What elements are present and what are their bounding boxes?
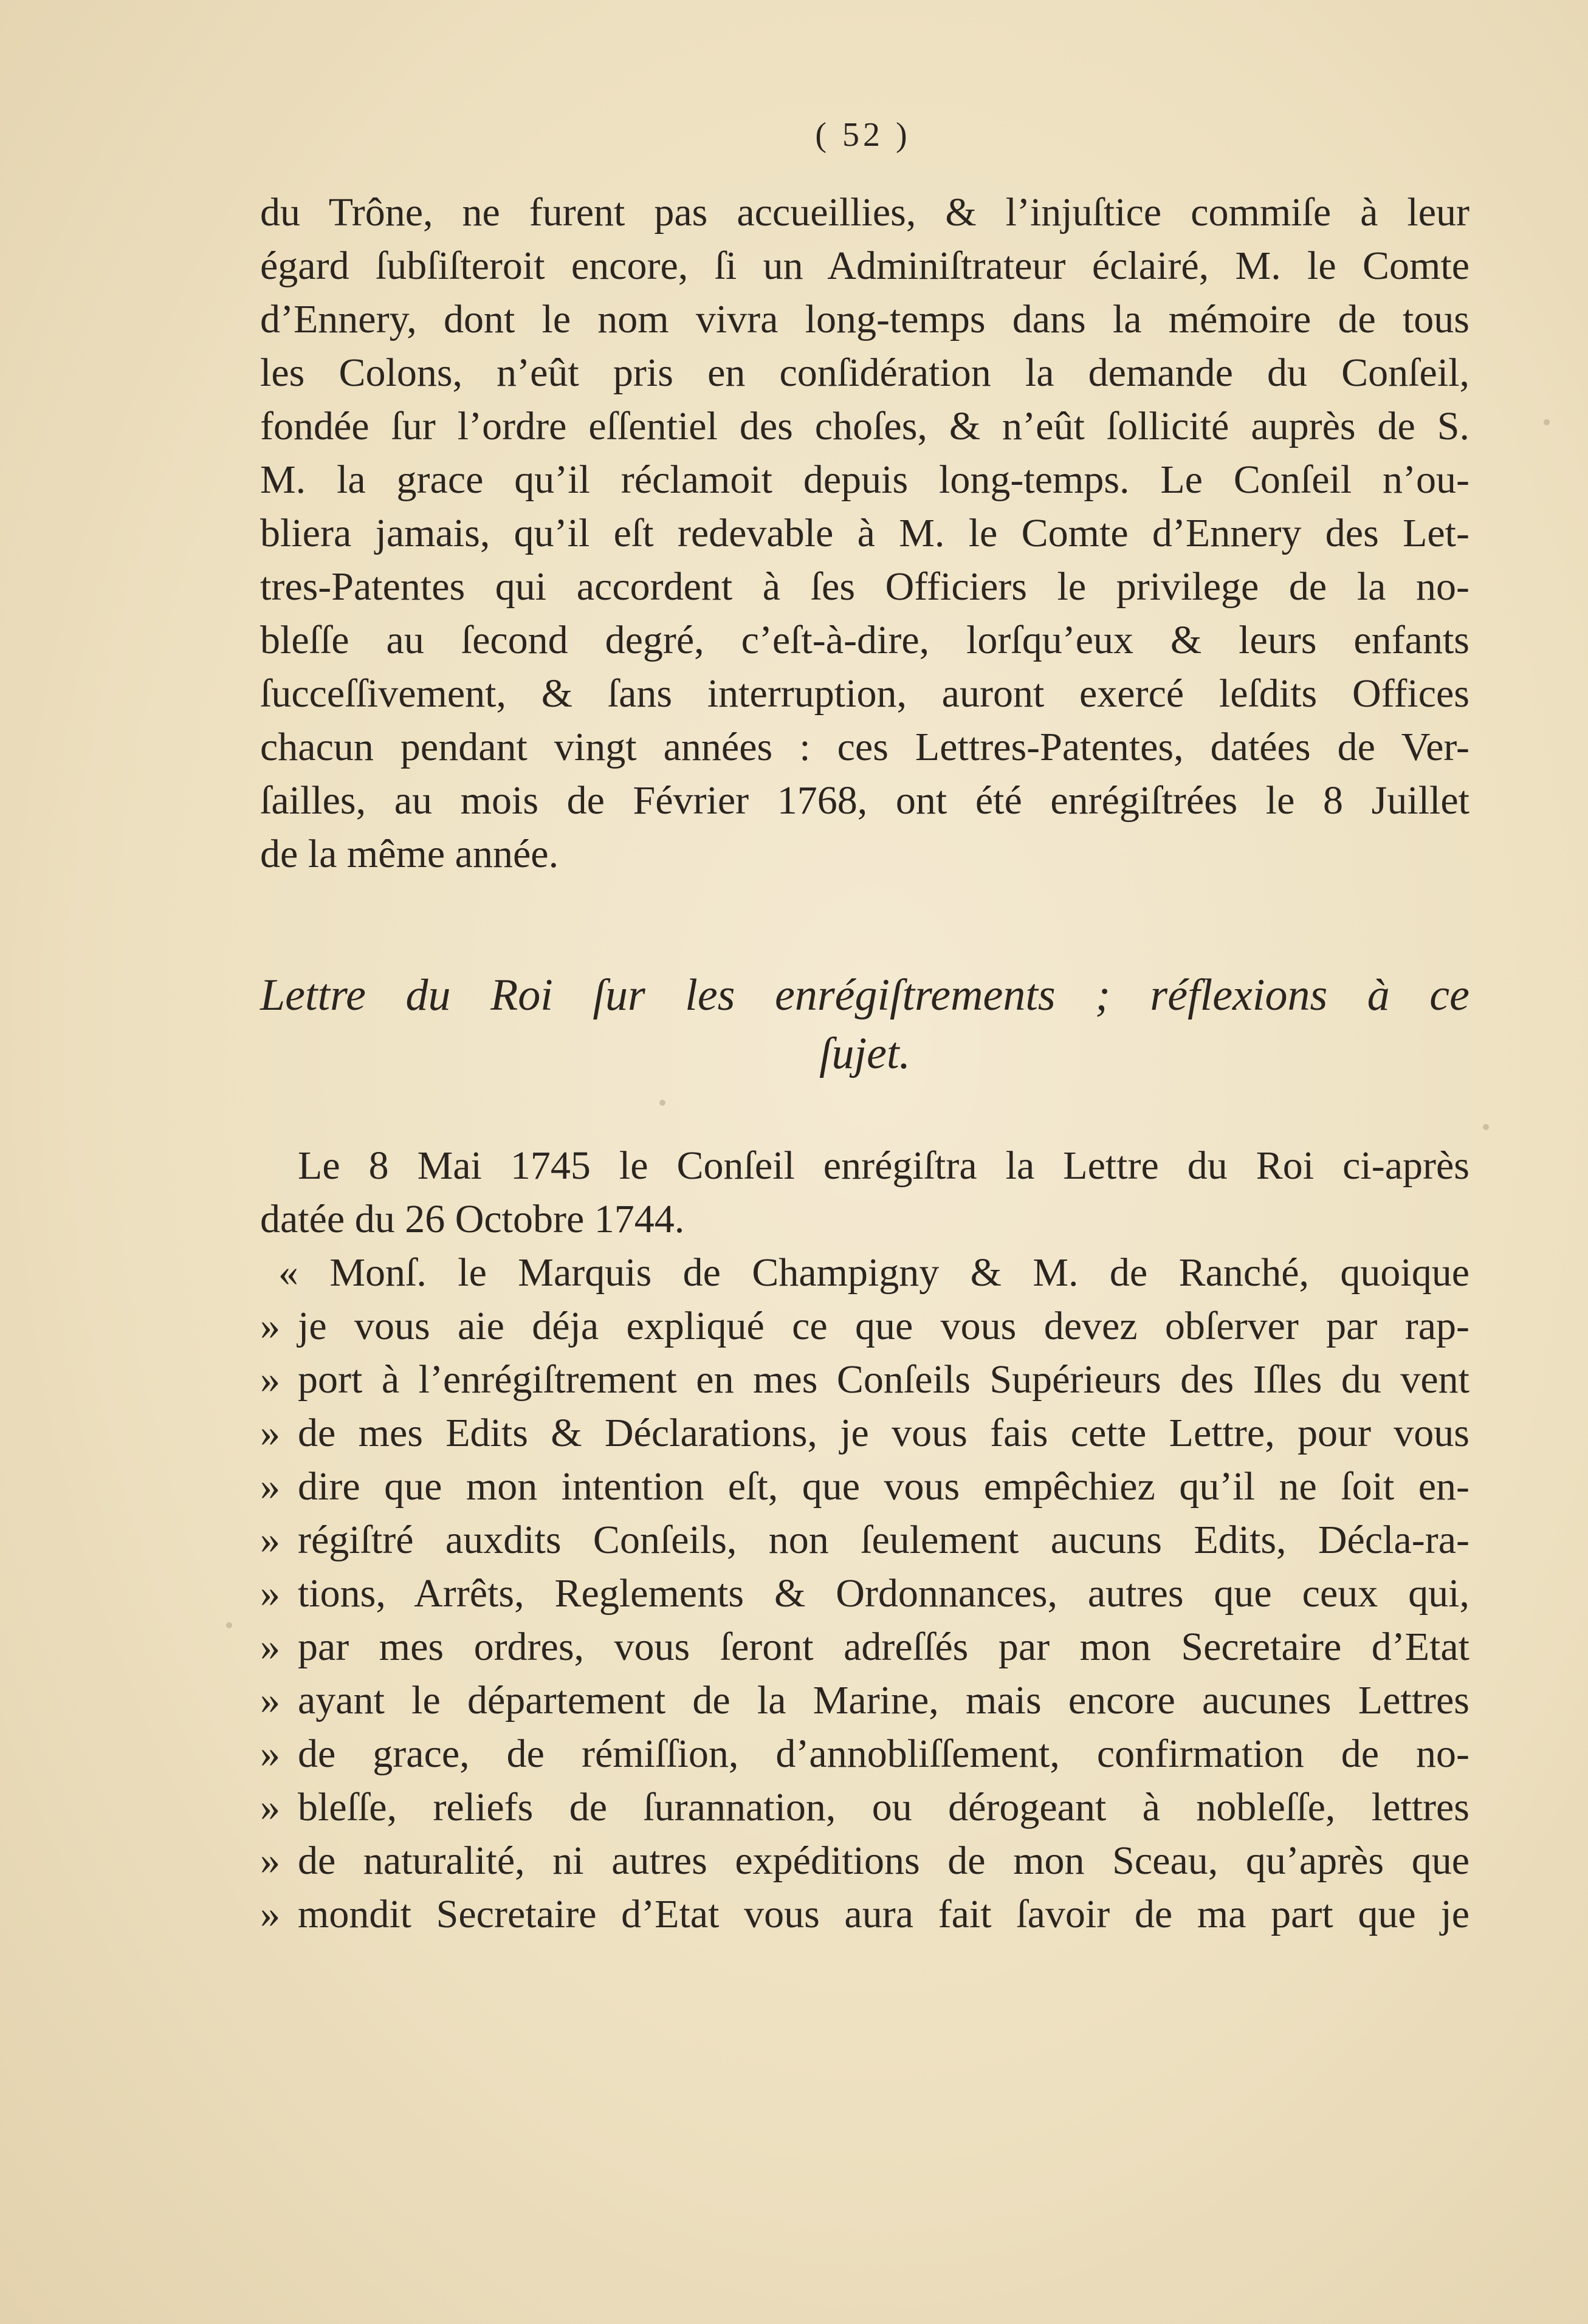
quote-mark: » <box>260 1678 280 1722</box>
paper-speck <box>1483 1124 1489 1130</box>
quote-text: de mes Edits & Déclarations, je vous fais cette Lettre, pour vous <box>298 1411 1469 1455</box>
text-line: bleſſe au ſecond degré, c’eſt-à-dire, lorſqu’eux & leurs enfants <box>260 618 1469 662</box>
quote-text: tions, Arrêts, Reglements & Ordonnances, autres que ceux qui, <box>298 1571 1469 1616</box>
text-line: égard ſubſiſteroit encore, ſi un Adminiſtrateur éclairé, M. le Comte <box>260 244 1469 288</box>
paper-speck <box>659 1100 665 1106</box>
quote-line <box>260 1460 1469 1513</box>
text-line: de la même année. <box>260 832 559 876</box>
quote-mark: » <box>260 1732 280 1776</box>
quote-line <box>260 1834 1469 1888</box>
quote-line <box>260 1353 1469 1407</box>
text-line: chacun pendant vingt années : ces Lettres-Patentes, datées de Ver- <box>260 725 1469 769</box>
quote-mark: » <box>260 1571 280 1616</box>
text-line: ſailles, au mois de Février 1768, ont été enrégiſtrées le 8 Juillet <box>260 778 1469 823</box>
paper-speck <box>1544 419 1550 425</box>
quote-mark: » <box>260 1464 280 1509</box>
quote-line <box>260 1674 1469 1727</box>
heading-line-1: Lettre du Roi ſur les enrégiſtrements ; réflexions à ce <box>260 970 1469 1020</box>
paper-speck <box>226 1622 232 1628</box>
quote-line <box>260 1300 1469 1353</box>
quote-mark: » <box>260 1839 280 1883</box>
heading-line-2: ſujet. <box>819 1029 911 1078</box>
text-line: ſucceſſivement, & ſans interruption, auront exercé leſdits Offices <box>260 671 1469 716</box>
text-line: bliera jamais, qu’il eſt redevable à M. le Comte d’Ennery des Let- <box>260 511 1469 555</box>
text-line: tres-Patentes qui accordent à ſes Officiers le privilege de la no- <box>260 564 1469 609</box>
quote-line <box>260 1727 1469 1781</box>
quote-text: je vous aie déja expliqué ce que vous devez obſerver par rap- <box>298 1304 1469 1348</box>
text-line: du Trône, ne furent pas accueillies, & l’injuſtice commiſe à leur <box>260 190 1469 235</box>
text-line: M. la grace qu’il réclamoit depuis long-temps. Le Conſeil n’ou- <box>260 458 1469 502</box>
section-heading <box>260 966 1469 1083</box>
quote-mark: » <box>260 1304 280 1348</box>
quote-mark: » <box>260 1411 280 1455</box>
quote-text: bleſſe, reliefs de ſurannation, ou dérogeant à nobleſſe, lettres <box>298 1785 1469 1829</box>
quote-text: de grace, de rémiſſion, d’annobliſſement, confirmation de no- <box>298 1732 1469 1776</box>
quote-mark: » <box>260 1785 280 1829</box>
quote-text: mondit Secretaire d’Etat vous aura fait ſavoir de ma part que je <box>298 1892 1469 1936</box>
quote-line <box>260 1620 1469 1674</box>
quote-mark: » <box>260 1518 280 1562</box>
quote-text: régiſtré auxdits Conſeils, non ſeulement aucuns Edits, Décla-ra- <box>298 1518 1469 1562</box>
quote-mark: » <box>260 1625 280 1669</box>
quote-line <box>260 1888 1469 1941</box>
quote-line <box>260 1781 1469 1834</box>
quote-text: port à l’enrégiſtrement en mes Conſeils Supérieurs des Iſles du vent <box>298 1357 1469 1402</box>
text-line: les Colons, n’eût pris en conſidération la demande du Conſeil, <box>260 351 1469 395</box>
quote-text: dire que mon intention eſt, que vous empêchiez qu’il ne ſoit en- <box>298 1464 1469 1509</box>
quote-mark: » <box>260 1892 280 1936</box>
text-line: Le 8 Mai 1745 le Conſeil enrégiſtra la Lettre du Roi ci-après <box>298 1143 1469 1188</box>
quote-text: de naturalité, ni autres expéditions de mon Sceau, qu’après que <box>298 1839 1469 1883</box>
quote-mark: » <box>260 1357 280 1402</box>
text-line: fondée ſur l’ordre eſſentiel des choſes, & n’eût ſollicité auprès de S. <box>260 404 1469 448</box>
page-number: ( 52 ) <box>815 116 911 154</box>
quote-first-line: « Monſ. le Marquis de Champigny & M. de Ranché, quoique <box>278 1250 1469 1295</box>
text-line: d’Ennery, dont le nom vivra long-temps dans la mémoire de tous <box>260 297 1469 341</box>
paragraph-1 <box>260 186 1469 881</box>
quote-line <box>260 1513 1469 1567</box>
quote-text: ayant le département de la Marine, mais encore aucunes Lettres <box>298 1678 1469 1722</box>
paragraph-2 <box>260 1139 1469 1941</box>
quote-line <box>260 1567 1469 1620</box>
text-line: datée du 26 Octobre 1744. <box>260 1197 685 1241</box>
quote-line <box>260 1407 1469 1460</box>
quote-text: par mes ordres, vous ſeront adreſſés par mon Secretaire d’Etat <box>298 1625 1469 1669</box>
